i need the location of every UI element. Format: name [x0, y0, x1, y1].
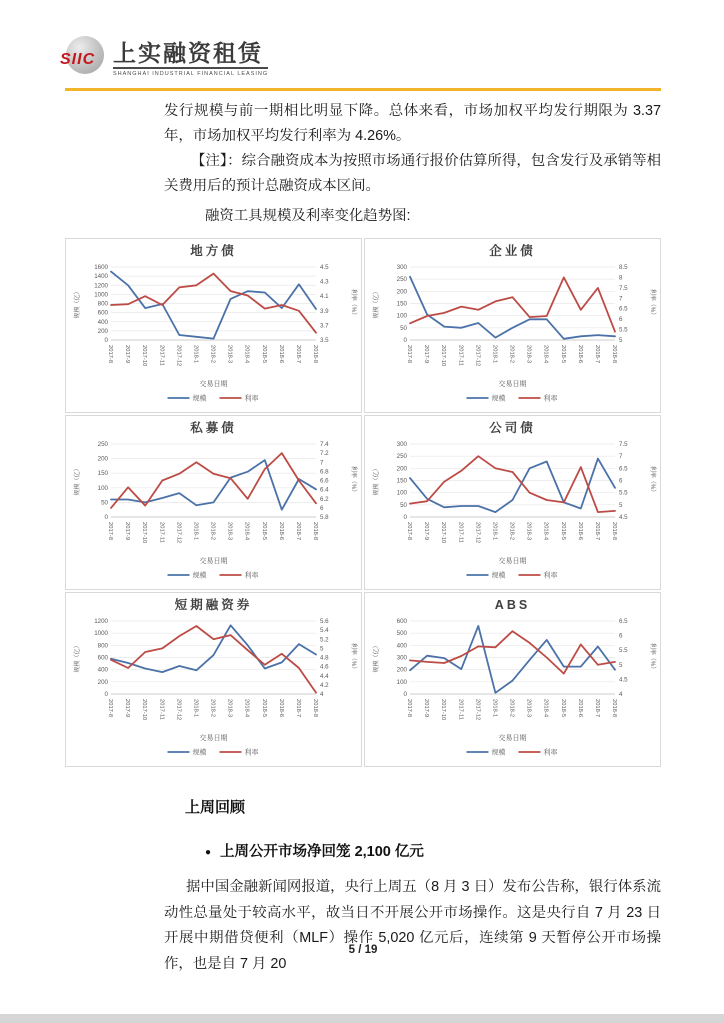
svg-text:利率（%）: 利率（%）	[649, 465, 655, 496]
svg-text:50: 50	[400, 324, 407, 332]
svg-text:5: 5	[619, 337, 623, 344]
svg-text:200: 200	[396, 465, 407, 473]
svg-text:150: 150	[396, 477, 407, 485]
svg-text:2018-3: 2018-3	[525, 699, 532, 718]
svg-text:利率（%）: 利率（%）	[350, 642, 356, 673]
svg-text:4.1: 4.1	[320, 293, 329, 301]
svg-text:2018-2: 2018-2	[508, 345, 515, 364]
svg-text:200: 200	[396, 666, 407, 674]
svg-text:7.4: 7.4	[320, 441, 329, 448]
svg-text:200: 200	[396, 288, 407, 296]
svg-text:8.5: 8.5	[619, 264, 628, 271]
chart-corporate-bond	[364, 415, 661, 590]
svg-text:400: 400	[97, 666, 108, 674]
svg-text:利率（%）: 利率（%）	[350, 465, 356, 496]
svg-text:2018-6: 2018-6	[277, 522, 284, 541]
svg-text:50: 50	[400, 501, 407, 509]
svg-text:6.5: 6.5	[619, 618, 628, 625]
svg-text:4: 4	[320, 691, 324, 698]
logo-text	[113, 36, 268, 77]
svg-text:400: 400	[396, 642, 407, 650]
svg-text:800: 800	[97, 642, 108, 650]
page-number: 5 / 19	[348, 944, 378, 956]
bullet-icon: ●	[205, 847, 212, 858]
bullet-text: 上周公开市场净回笼 2,100 亿元	[220, 844, 424, 860]
svg-text:2018-1: 2018-1	[491, 522, 498, 541]
svg-text:2017-11: 2017-11	[457, 699, 464, 720]
svg-text:2018-4: 2018-4	[542, 699, 549, 718]
svg-text:公司债: 公司债	[489, 421, 536, 435]
svg-text:0: 0	[403, 514, 407, 521]
svg-text:100: 100	[97, 484, 108, 492]
svg-text:4.6: 4.6	[320, 663, 329, 671]
svg-text:6: 6	[320, 504, 324, 512]
svg-text:2017-12: 2017-12	[175, 699, 182, 721]
svg-text:600: 600	[396, 618, 407, 625]
svg-text:2018-3: 2018-3	[226, 699, 233, 718]
svg-text:5.6: 5.6	[320, 618, 329, 625]
svg-text:3.7: 3.7	[320, 322, 329, 330]
svg-text:2017-10: 2017-10	[440, 522, 447, 544]
svg-text:300: 300	[396, 654, 407, 662]
svg-text:4.8: 4.8	[320, 654, 329, 662]
svg-text:150: 150	[396, 300, 407, 308]
logo-company-name-en: SHANGHAI INDUSTRIAL FINANCIAL LEASING	[113, 71, 269, 77]
svg-text:0: 0	[403, 691, 407, 698]
chart-svg-私募债	[66, 416, 361, 589]
svg-text:2018-4: 2018-4	[542, 345, 549, 364]
svg-text:6: 6	[619, 316, 623, 324]
svg-text:规模（亿）: 规模（亿）	[75, 465, 81, 496]
svg-text:2017-11: 2017-11	[158, 699, 165, 720]
svg-text:2018-6: 2018-6	[277, 699, 284, 718]
svg-text:2018-8: 2018-8	[611, 345, 617, 364]
svg-text:8: 8	[619, 274, 623, 282]
svg-text:2018-7: 2018-7	[294, 522, 301, 541]
svg-text:5: 5	[619, 661, 623, 669]
svg-text:利率（%）: 利率（%）	[649, 288, 655, 319]
svg-text:2018-2: 2018-2	[508, 699, 515, 718]
svg-text:5: 5	[320, 645, 324, 653]
svg-text:2018-5: 2018-5	[260, 345, 267, 364]
svg-text:2017-9: 2017-9	[124, 522, 131, 541]
svg-text:2017-12: 2017-12	[175, 522, 182, 544]
svg-text:2017-9: 2017-9	[423, 345, 430, 364]
svg-text:2018-4: 2018-4	[243, 522, 250, 541]
svg-text:1600: 1600	[94, 264, 108, 271]
svg-text:5.5: 5.5	[619, 326, 628, 334]
svg-text:交易日期: 交易日期	[199, 735, 228, 742]
section-heading-last-week-review: 上周回顾	[185, 799, 246, 816]
chart-private-placement-bond	[65, 415, 362, 590]
svg-text:2018-8: 2018-8	[611, 522, 617, 541]
svg-text:2017-12: 2017-12	[474, 345, 481, 367]
svg-text:规模: 规模	[192, 395, 207, 403]
svg-text:规模: 规模	[192, 572, 207, 580]
svg-text:3.9: 3.9	[320, 307, 329, 315]
svg-text:2017-8: 2017-8	[107, 699, 113, 718]
svg-text:7.5: 7.5	[619, 284, 628, 292]
svg-text:2018-6: 2018-6	[576, 522, 583, 541]
svg-text:7: 7	[320, 459, 324, 467]
svg-text:400: 400	[97, 318, 108, 326]
bullet-item	[205, 840, 661, 861]
svg-text:规模: 规模	[491, 395, 506, 403]
svg-text:2017-9: 2017-9	[124, 699, 131, 718]
svg-text:0: 0	[104, 514, 108, 521]
svg-text:2018-2: 2018-2	[508, 522, 515, 541]
svg-text:2017-9: 2017-9	[423, 522, 430, 541]
svg-text:7: 7	[619, 453, 623, 461]
svg-text:2018-7: 2018-7	[593, 522, 600, 541]
svg-text:2018-6: 2018-6	[576, 345, 583, 364]
svg-text:0: 0	[104, 691, 108, 698]
svg-text:2018-5: 2018-5	[559, 522, 566, 541]
svg-text:2017-12: 2017-12	[474, 699, 481, 721]
svg-text:2017-10: 2017-10	[141, 522, 148, 544]
svg-text:2017-9: 2017-9	[124, 345, 131, 364]
svg-text:2018-3: 2018-3	[525, 522, 532, 541]
paragraph-review: 据中国金融新闻网报道，央行上周五（8 月 3 日）发布公告称，银行体系流动性总量处于较高水平，故当日不开展公开市场操作。这是央行自 7 月 23 日开展中期借贷便利（MLF）操作 5,020 亿元后，连续第 9 天暂停公开市场操作，也是自 7 月 20	[164, 879, 661, 972]
svg-text:4.3: 4.3	[320, 278, 329, 286]
svg-text:5.8: 5.8	[320, 514, 329, 521]
svg-text:2018-5: 2018-5	[559, 699, 566, 718]
chart-svg-公司债	[365, 416, 660, 589]
svg-text:4: 4	[619, 691, 623, 698]
svg-text:2017-11: 2017-11	[457, 522, 464, 543]
svg-text:2018-1: 2018-1	[192, 699, 199, 718]
svg-text:2017-8: 2017-8	[406, 345, 412, 364]
svg-text:0: 0	[104, 337, 108, 344]
svg-text:500: 500	[396, 630, 407, 638]
svg-text:规模（亿）: 规模（亿）	[75, 642, 81, 673]
svg-text:交易日期: 交易日期	[199, 558, 228, 565]
svg-text:2018-6: 2018-6	[576, 699, 583, 718]
svg-text:利率（%）: 利率（%）	[649, 642, 655, 673]
svg-text:交易日期: 交易日期	[498, 381, 527, 388]
svg-text:5.4: 5.4	[320, 627, 329, 635]
chart-grid	[65, 238, 661, 767]
svg-text:7.2: 7.2	[320, 450, 329, 458]
svg-text:2018-1: 2018-1	[192, 522, 199, 541]
svg-text:2018-7: 2018-7	[294, 345, 301, 364]
svg-text:50: 50	[101, 499, 108, 507]
svg-text:交易日期: 交易日期	[498, 558, 527, 565]
svg-text:7: 7	[619, 295, 623, 303]
svg-text:250: 250	[97, 441, 108, 448]
svg-text:7.5: 7.5	[619, 441, 628, 448]
svg-text:利率: 利率	[244, 395, 259, 403]
svg-text:300: 300	[396, 441, 407, 448]
svg-text:250: 250	[396, 276, 407, 284]
svg-text:1400: 1400	[94, 273, 108, 281]
svg-text:2017-10: 2017-10	[141, 699, 148, 721]
svg-text:2018-4: 2018-4	[243, 345, 250, 364]
chart-svg-ABS	[365, 593, 660, 766]
svg-text:2018-2: 2018-2	[209, 522, 216, 541]
svg-text:2018-5: 2018-5	[260, 699, 267, 718]
svg-text:交易日期: 交易日期	[498, 735, 527, 742]
svg-text:规模: 规模	[491, 572, 506, 580]
svg-text:规模（亿）: 规模（亿）	[374, 465, 380, 496]
svg-text:2017-10: 2017-10	[141, 345, 148, 367]
svg-text:2017-10: 2017-10	[440, 699, 447, 721]
svg-text:1000: 1000	[94, 630, 108, 638]
svg-text:6.2: 6.2	[320, 495, 329, 503]
svg-text:2017-8: 2017-8	[107, 522, 113, 541]
svg-text:5.2: 5.2	[320, 636, 329, 644]
svg-text:6.5: 6.5	[619, 305, 628, 313]
svg-text:规模: 规模	[491, 749, 506, 757]
svg-text:5.5: 5.5	[619, 647, 628, 655]
svg-text:6.8: 6.8	[320, 468, 329, 476]
svg-text:300: 300	[396, 264, 407, 271]
svg-text:交易日期: 交易日期	[199, 381, 228, 388]
svg-text:2018-5: 2018-5	[559, 345, 566, 364]
svg-text:4.4: 4.4	[320, 672, 329, 680]
svg-text:200: 200	[97, 678, 108, 686]
svg-text:150: 150	[97, 470, 108, 478]
svg-text:2018-1: 2018-1	[192, 345, 199, 364]
svg-text:2017-8: 2017-8	[406, 522, 412, 541]
svg-text:1200: 1200	[94, 618, 108, 625]
svg-text:2017-11: 2017-11	[457, 345, 464, 366]
svg-text:2018-1: 2018-1	[491, 345, 498, 364]
svg-text:利率: 利率	[543, 395, 558, 403]
svg-text:2018-2: 2018-2	[209, 699, 216, 718]
chart-enterprise-bond	[364, 238, 661, 413]
svg-text:250: 250	[396, 453, 407, 461]
svg-text:2018-8: 2018-8	[611, 699, 617, 718]
svg-text:2018-2: 2018-2	[209, 345, 216, 364]
svg-text:2017-8: 2017-8	[406, 699, 412, 718]
logo-company-name: 上实融资租赁	[113, 40, 268, 69]
svg-text:1000: 1000	[94, 291, 108, 299]
svg-text:企业债: 企业债	[489, 244, 536, 258]
chart-abs	[364, 592, 661, 767]
svg-text:6: 6	[619, 477, 623, 485]
svg-text:2018-5: 2018-5	[260, 522, 267, 541]
svg-text:2018-6: 2018-6	[277, 345, 284, 364]
svg-text:5.5: 5.5	[619, 489, 628, 497]
svg-text:6.5: 6.5	[619, 465, 628, 473]
svg-text:2018-1: 2018-1	[491, 699, 498, 718]
svg-text:2017-10: 2017-10	[440, 345, 447, 367]
svg-text:利率: 利率	[543, 572, 558, 580]
svg-text:利率（%）: 利率（%）	[350, 288, 356, 319]
svg-text:2017-11: 2017-11	[158, 522, 165, 543]
chart-svg-短期融资券	[66, 593, 361, 766]
svg-text:600: 600	[97, 309, 108, 317]
svg-text:6.4: 6.4	[320, 486, 329, 494]
svg-text:200: 200	[97, 327, 108, 335]
svg-text:2018-3: 2018-3	[226, 345, 233, 364]
svg-text:2018-4: 2018-4	[243, 699, 250, 718]
svg-text:2018-4: 2018-4	[542, 522, 549, 541]
svg-text:100: 100	[396, 489, 407, 497]
svg-text:1200: 1200	[94, 282, 108, 290]
svg-text:2018-7: 2018-7	[593, 699, 600, 718]
svg-text:2017-9: 2017-9	[423, 699, 430, 718]
svg-text:4.5: 4.5	[619, 514, 628, 521]
svg-text:2018-8: 2018-8	[312, 345, 318, 364]
svg-text:短期融资券: 短期融资券	[174, 598, 253, 612]
svg-text:私募债: 私募债	[190, 421, 237, 435]
company-logo	[60, 36, 269, 77]
svg-text:利率: 利率	[244, 572, 259, 580]
svg-text:4.2: 4.2	[320, 681, 329, 689]
svg-text:利率: 利率	[244, 749, 259, 757]
svg-text:4.5: 4.5	[619, 676, 628, 684]
svg-text:0: 0	[403, 337, 407, 344]
svg-text:2018-7: 2018-7	[593, 345, 600, 364]
svg-text:4.5: 4.5	[320, 264, 329, 271]
svg-text:2018-8: 2018-8	[312, 699, 318, 718]
paragraph-note: 【注】：综合融资成本为按照市场通行报价估算所得，包含发行及承销等相关费用后的预计总融资成本区间。	[164, 153, 661, 194]
svg-text:2018-3: 2018-3	[525, 345, 532, 364]
svg-text:2017-12: 2017-12	[175, 345, 182, 367]
header-divider	[65, 88, 661, 91]
svg-text:规模（亿）: 规模（亿）	[75, 288, 81, 319]
svg-text:2017-8: 2017-8	[107, 345, 113, 364]
chart-svg-企业债	[365, 239, 660, 412]
svg-text:2018-7: 2018-7	[294, 699, 301, 718]
svg-text:2018-8: 2018-8	[312, 522, 318, 541]
svg-text:2018-3: 2018-3	[226, 522, 233, 541]
svg-text:100: 100	[396, 678, 407, 686]
chart-local-government-bond	[65, 238, 362, 413]
svg-text:6.6: 6.6	[320, 477, 329, 485]
svg-text:100: 100	[396, 312, 407, 320]
svg-text:规模（亿）: 规模（亿）	[374, 288, 380, 319]
svg-text:规模: 规模	[192, 749, 207, 757]
chart-svg-地方债	[66, 239, 361, 412]
svg-text:3.5: 3.5	[320, 337, 329, 344]
paragraph-issuance-summary: 发行规模与前一期相比明显下降。总体来看，市场加权平均发行期限为 3.37 年，市场加权平均发行利率为 4.26%。	[164, 103, 661, 144]
svg-text:5: 5	[619, 501, 623, 509]
svg-text:2017-12: 2017-12	[474, 522, 481, 544]
svg-text:800: 800	[97, 300, 108, 308]
chart-short-term-financing-bill	[65, 592, 362, 767]
siic-globe-icon	[60, 36, 104, 74]
svg-text:6: 6	[619, 632, 623, 640]
svg-text:2017-11: 2017-11	[158, 345, 165, 366]
siic-abbr: SIIC	[60, 51, 96, 68]
svg-text:地方债: 地方债	[190, 244, 237, 258]
svg-text:规模（亿）: 规模（亿）	[374, 642, 380, 673]
svg-text:ABS: ABS	[494, 598, 531, 612]
charts-caption: 融资工具规模及利率变化趋势图:	[205, 208, 411, 224]
svg-text:利率: 利率	[543, 749, 558, 757]
svg-text:600: 600	[97, 654, 108, 662]
svg-text:200: 200	[97, 455, 108, 463]
